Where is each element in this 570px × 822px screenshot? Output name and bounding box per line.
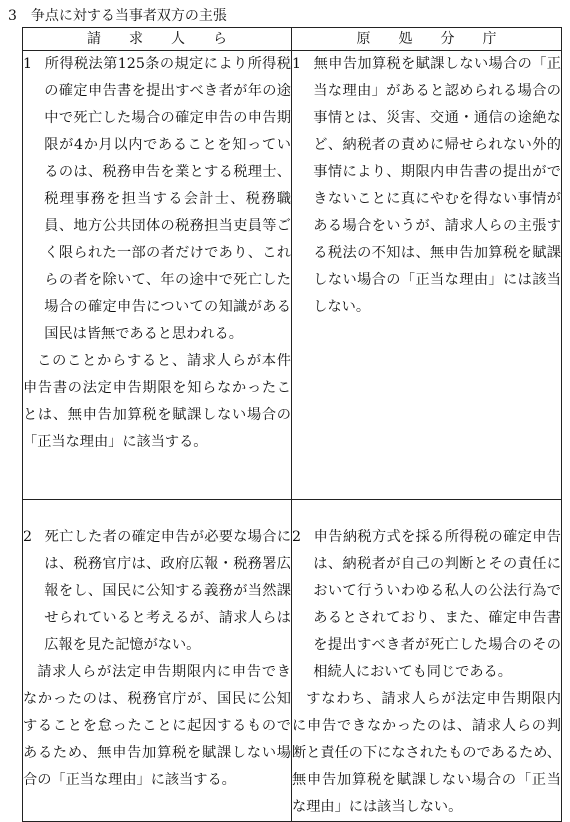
item-number: 2: [292, 529, 302, 545]
section-heading: 3 争点に対する当事者双方の主張: [8, 8, 227, 24]
claimant-argument-2: [23, 500, 292, 822]
header-tax-office: 原 処 分 庁: [292, 28, 562, 51]
item-number: 1: [23, 56, 33, 72]
arguments-table: [22, 27, 562, 822]
item-number: 2: [23, 529, 33, 545]
paragraph: 死亡した者の確定申告が必要な場合には、税務官庁は、政府広報・税務署広報をし、国民に公知する義務が当然課せられていると考えるが、請求人らは広報を見た記憶がない。: [44, 529, 291, 653]
paragraph: すなわち、請求人らが法定申告期限内に申告できなかったのは、請求人らの判断と責任の下になされたものであるため、無申告加算税を賦課しない場合の「正当な理由」には該当しない。: [292, 691, 561, 815]
table-row: [23, 500, 562, 822]
claimant-argument-1: [23, 51, 292, 500]
header-claimants: 請 求 人 ら: [23, 28, 292, 51]
paragraph: 請求人らが法定申告期限内に申告できなかったのは、税務官庁が、国民に公知することを怠ったことに起因するものであるため、無申告加算税を賦課しない場合の「正当な理由」に該当する。: [23, 664, 291, 788]
paragraph: このことからすると、請求人らが本件申告書の法定申告期限を知らなかったことは、無申告加算税を賦課しない場合の「正当な理由」に該当する。: [23, 353, 291, 450]
tax-office-argument-1: [292, 51, 562, 500]
table-row: [23, 51, 562, 500]
paragraph: 無申告加算税を賦課しない場合の「正当な理由」があると認められる場合の事情とは、災害、交通・通信の途絶など、納税者の責めに帰せられない外的事情により、期限内申告書の提出ができないことに真にやむを得ない事情がある場合をいうが、請求人らの主張する税法の不知は、無申告加算税を賦課しない場合の「正当な理由」には該当しない。: [313, 56, 561, 315]
paragraph: 申告納税方式を採る所得税の確定申告は、納税者が自己の判断とその責任において行ういわゆる私人の公法行為であるとされており、また、確定申告書を提出すべき者が死亡した場合のその相続人においても同じである。: [313, 529, 561, 680]
tax-office-argument-2: [292, 500, 562, 822]
table-header-row: [23, 28, 562, 51]
paragraph: 所得税法第125条の規定により所得税の確定申告書を提出すべき者が年の途中で死亡した場合の確定申告の申告期限が4か月以内であることを知っているのは、税務申告を業とする税理士、税理事務を担当する会計士、税務職員、地方公共団体の税務担当吏員等ごく限られた一部の者だけであり、これらの者を除いて、年の途中で死亡した場合の確定申告についての知識がある国民は皆無であると思われる。: [44, 56, 291, 342]
item-number: 1: [292, 56, 302, 72]
